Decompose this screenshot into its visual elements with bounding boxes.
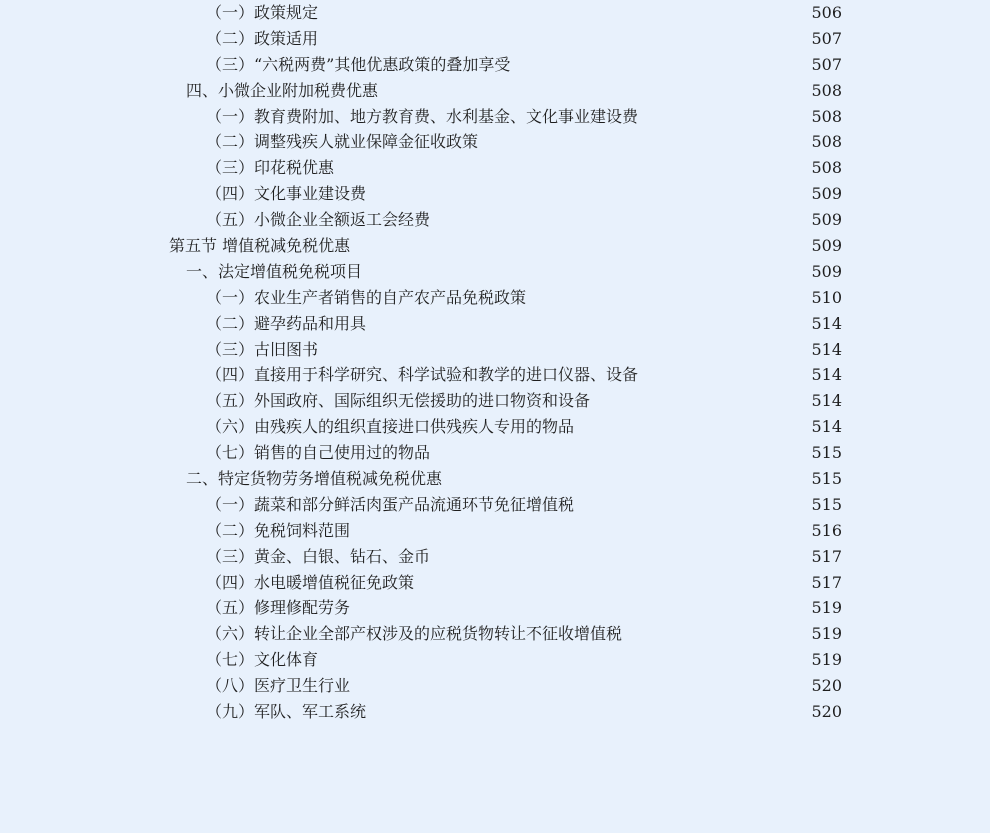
toc-entry-title: （八）医疗卫生行业 <box>206 676 351 696</box>
toc-entry[interactable] <box>0 129 990 155</box>
toc-entry-page: 516 <box>811 520 842 540</box>
toc-entry-page: 515 <box>811 469 842 489</box>
toc-entry[interactable] <box>0 26 990 52</box>
toc-entry-title: （九）军队、军工系统 <box>206 702 367 722</box>
toc-entry[interactable] <box>0 492 990 518</box>
toc-entry[interactable] <box>0 207 990 233</box>
toc-entry-page: 515 <box>811 443 842 463</box>
toc-entry[interactable] <box>0 0 990 26</box>
toc-entry-page: 519 <box>811 650 842 670</box>
toc-entry-title: 四、小微企业附加税费优惠 <box>186 80 379 100</box>
toc-entry-page: 514 <box>811 391 842 411</box>
toc-entry[interactable] <box>0 104 990 130</box>
toc-entry[interactable] <box>0 181 990 207</box>
toc-entry-title: （一）农业生产者销售的自产农产品免税政策 <box>206 287 527 307</box>
toc-entry-page: 520 <box>811 676 842 696</box>
toc-entry-page: 508 <box>811 158 842 178</box>
toc-entry[interactable] <box>0 570 990 596</box>
toc-entry[interactable] <box>0 155 990 181</box>
toc-entry-title: （五）小微企业全额返工会经费 <box>206 210 431 230</box>
toc-entry[interactable] <box>0 595 990 621</box>
toc-entry-page: 508 <box>811 132 842 152</box>
toc-entry-page: 519 <box>811 598 842 618</box>
toc-entry-title: （五）外国政府、国际组织无偿援助的进口物资和设备 <box>206 391 591 411</box>
toc-entry-title: （七）文化体育 <box>206 650 319 670</box>
toc-entry-title: （一）政策规定 <box>206 3 319 22</box>
toc-entry-title: （六）转让企业全部产权涉及的应税货物转让不征收增值税 <box>206 624 623 644</box>
toc-entry-title: （二）免税饲料范围 <box>206 520 351 540</box>
toc-entry-page: 507 <box>811 54 842 74</box>
toc-entry-title: （七）销售的自己使用过的物品 <box>206 443 431 463</box>
toc-entry[interactable] <box>0 388 990 414</box>
toc-entry-page: 519 <box>811 624 842 644</box>
toc-entry-title: （六）由残疾人的组织直接进口供残疾人专用的物品 <box>206 417 575 437</box>
toc-entry[interactable] <box>0 544 990 570</box>
toc-entry-page: 508 <box>811 106 842 126</box>
toc-entry[interactable] <box>0 673 990 699</box>
toc-entry[interactable] <box>0 466 990 492</box>
toc-entry-title: 二、特定货物劳务增值税减免税优惠 <box>186 469 443 489</box>
toc-entry-page: 517 <box>811 572 842 592</box>
toc-entry-title: （二）避孕药品和用具 <box>206 313 367 333</box>
toc-entry-title: （四）水电暖增值税征免政策 <box>206 572 415 592</box>
toc-entry-title: 第五节 增值税减免税优惠 <box>169 236 351 256</box>
toc-entry[interactable] <box>0 52 990 78</box>
toc-entry-title: （二）政策适用 <box>206 28 319 48</box>
toc-entry-title: （五）修理修配劳务 <box>206 598 351 618</box>
toc-entry-page: 520 <box>811 702 842 722</box>
toc-entry-title: （二）调整残疾人就业保障金征收政策 <box>206 132 479 152</box>
toc-entry-page: 514 <box>811 417 842 437</box>
toc-entry-title: （四）文化事业建设费 <box>206 184 367 204</box>
toc-entry[interactable] <box>0 647 990 673</box>
toc-entry-page: 509 <box>811 261 842 281</box>
toc-entry-title: （三）印花税优惠 <box>206 158 335 178</box>
toc-entry-title: （三）黄金、白银、钻石、金币 <box>206 546 431 566</box>
toc-entry[interactable] <box>0 337 990 363</box>
toc-entry-page: 517 <box>811 546 842 566</box>
toc-entry-page: 507 <box>811 28 842 48</box>
toc-entry-title: 一、法定增值税免税项目 <box>186 261 363 281</box>
toc-entry-page: 514 <box>811 339 842 359</box>
toc-entry-page: 508 <box>811 80 842 100</box>
toc-entry-page: 509 <box>811 210 842 230</box>
toc-entry[interactable] <box>0 414 990 440</box>
toc-entry-page: 509 <box>811 236 842 256</box>
toc-entry-page: 514 <box>811 365 842 385</box>
toc-entry-title: （一）教育费附加、地方教育费、水利基金、文化事业建设费 <box>206 106 639 126</box>
toc-entry[interactable] <box>0 311 990 337</box>
toc-entry-title: （三）古旧图书 <box>206 339 319 359</box>
toc-entry-title: （四）直接用于科学研究、科学试验和教学的进口仪器、设备 <box>206 365 639 385</box>
toc-entry-page: 514 <box>811 313 842 333</box>
toc-entry-title: （一）蔬菜和部分鲜活肉蛋产品流通环节免征增值税 <box>206 494 575 514</box>
toc-entry-title: （三）“六税两费”其他优惠政策的叠加享受 <box>206 54 511 74</box>
toc-entry[interactable] <box>0 440 990 466</box>
toc-entry-page: 515 <box>811 494 842 514</box>
toc-entry[interactable] <box>0 362 990 388</box>
toc-section-heading[interactable] <box>0 233 990 259</box>
toc-entry-page: 510 <box>811 287 842 307</box>
toc-entry[interactable] <box>0 285 990 311</box>
toc-entry[interactable] <box>0 78 990 104</box>
toc-entry[interactable] <box>0 259 990 285</box>
toc-entry-page: 509 <box>811 184 842 204</box>
toc-entry[interactable] <box>0 518 990 544</box>
toc-entry-page: 506 <box>811 3 842 22</box>
toc-entry[interactable] <box>0 621 990 647</box>
toc-entry[interactable] <box>0 699 990 725</box>
